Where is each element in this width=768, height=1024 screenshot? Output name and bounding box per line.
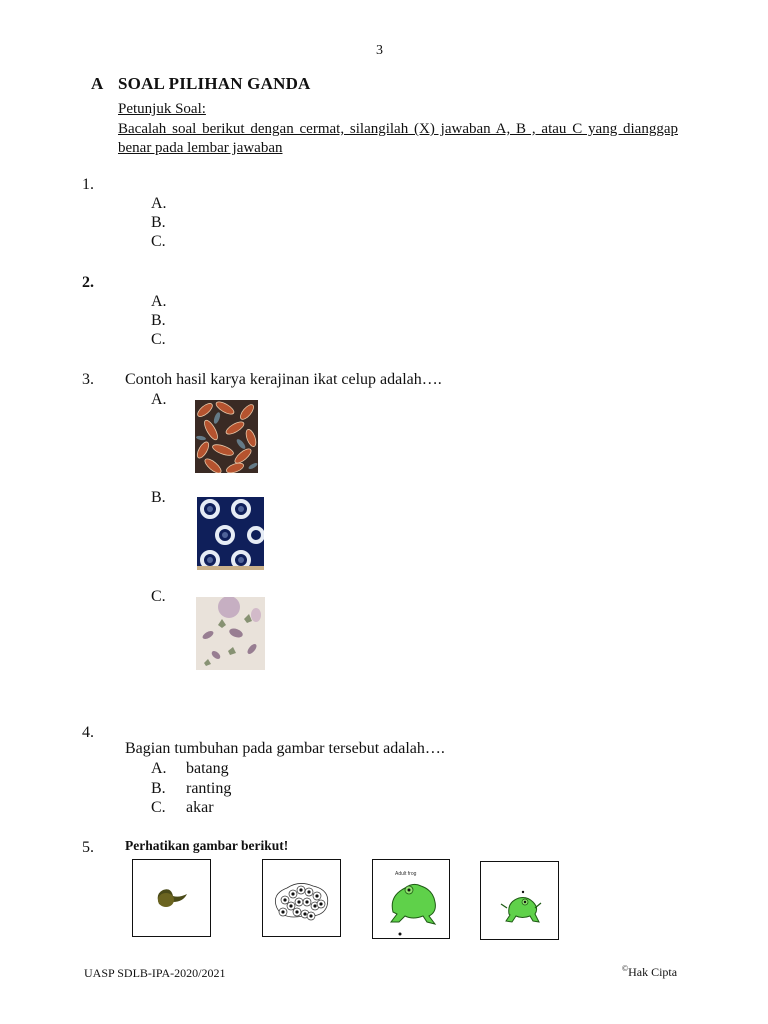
question-1-option-b: B. — [151, 214, 166, 231]
footer-exam-code: UASP SDLB-IPA-2020/2021 — [84, 966, 226, 980]
question-4-option-a-text: batang — [186, 760, 229, 777]
copyright-symbol: © — [622, 964, 629, 973]
young-frog-image — [480, 861, 559, 940]
copyright-text: Hak Cipta — [628, 965, 678, 979]
instruction-text: Bacalah soal berikut dengan cermat, silangilah (X) jawaban A, B , atau C yang dianggap benar pada lembar jawaban — [118, 121, 678, 156]
eco-print-fabric-image — [196, 597, 265, 670]
question-1-number: 1. — [82, 176, 94, 193]
question-3-number: 3. — [82, 371, 94, 388]
batik-leaf-fabric-image — [195, 400, 258, 473]
question-2-number: 2. — [82, 274, 94, 291]
tadpole-image — [132, 859, 211, 937]
tie-dye-circle-fabric-image — [197, 497, 264, 570]
question-2-option-a: A. — [151, 293, 167, 310]
question-4-number: 4. — [82, 724, 94, 741]
adult-frog-label: Adult frog — [395, 871, 417, 877]
question-2-option-b: B. — [151, 312, 166, 329]
footer-copyright — [622, 964, 677, 980]
question-3-option-b: B. — [151, 489, 166, 506]
question-1-option-a: A. — [151, 195, 167, 212]
question-5-text: Perhatikan gambar berikut! — [125, 838, 289, 853]
question-3-option-c: C. — [151, 588, 166, 605]
question-1-option-c: C. — [151, 233, 166, 250]
adult-frog-image — [372, 859, 450, 939]
section-letter: A — [91, 74, 104, 93]
question-3-option-a: A. — [151, 391, 167, 408]
question-4-option-a-letter: A. — [151, 760, 167, 777]
frog-eggs-image — [262, 859, 341, 937]
instruction-title: Petunjuk Soal: — [118, 101, 206, 117]
question-4-option-c-letter: C. — [151, 799, 166, 816]
page-number: 3 — [376, 43, 383, 58]
question-4-option-b-text: ranting — [186, 780, 232, 797]
question-3-text: Contoh hasil karya kerajinan ikat celup adalah…. — [125, 371, 442, 388]
question-4-option-c-text: akar — [186, 799, 214, 816]
section-title: SOAL PILIHAN GANDA — [118, 74, 311, 93]
question-2-option-c: C. — [151, 331, 166, 348]
question-5-number: 5. — [82, 839, 94, 856]
question-4-text: Bagian tumbuhan pada gambar tersebut adalah…. — [125, 740, 445, 757]
question-4-option-b-letter: B. — [151, 780, 166, 797]
